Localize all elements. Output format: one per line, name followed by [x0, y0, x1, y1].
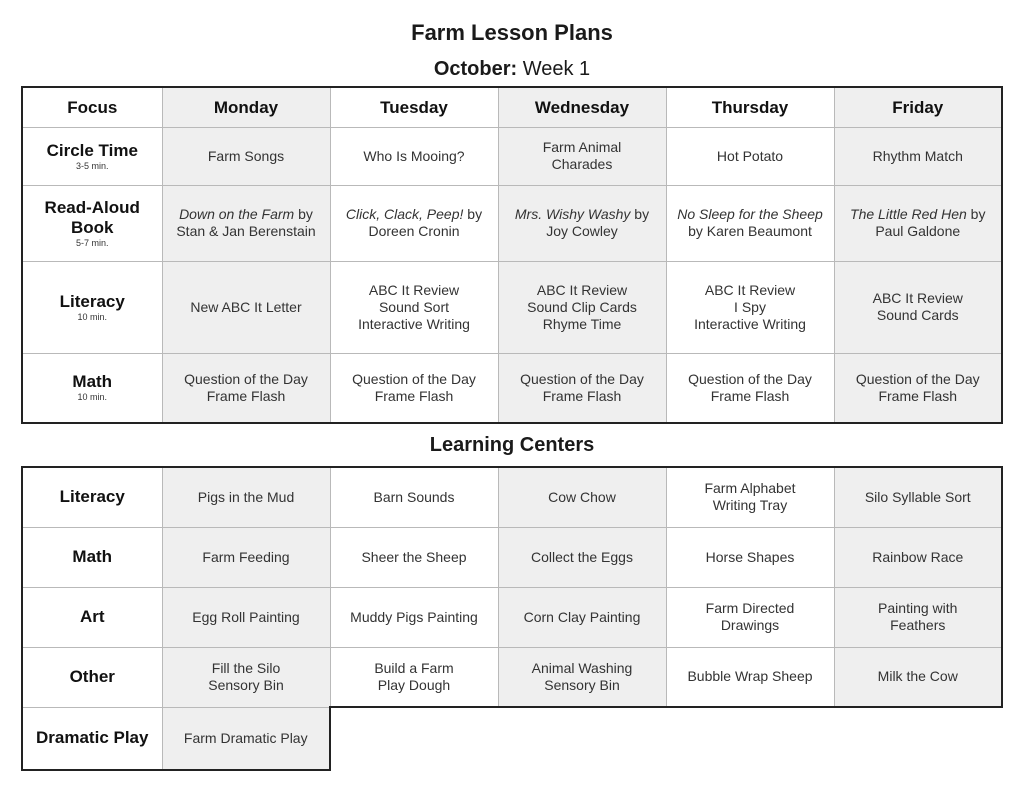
center-cell [162, 587, 330, 647]
center-activity-line: Pigs in the Mud [197, 488, 295, 505]
center-cell [498, 587, 666, 647]
row-label: Literacy 10 min. [22, 261, 162, 353]
activity-cell [330, 261, 498, 353]
center-activity-line: Writing Tray [712, 497, 788, 514]
empty-cell [666, 707, 834, 770]
row-duration: 10 min. [77, 392, 107, 403]
page-title: Farm Lesson Plans [411, 20, 613, 45]
center-activity-line: Cow Chow [548, 488, 616, 505]
activity-cell [162, 261, 330, 353]
center-cell [498, 647, 666, 707]
center-cell [330, 647, 498, 707]
activity-line: ABC It Review [872, 290, 963, 306]
center-cell [666, 647, 834, 707]
activity-line: Interactive Writing [358, 315, 470, 332]
row-label: Math 10 min. [22, 353, 162, 423]
book-author: by Paul Galdone [875, 206, 986, 239]
center-activity-line: Egg Roll Painting [192, 608, 300, 625]
activity-line: I Spy [734, 298, 766, 315]
activity-cell [162, 353, 330, 423]
activity-line: Question of the Day [184, 370, 308, 387]
subtitle-month: October: [433, 58, 518, 80]
book-title: Down on the Farm [179, 206, 295, 222]
learning-centers-table [21, 466, 1003, 771]
center-cell [498, 527, 666, 587]
row-label: Circle Time 3-5 min. [22, 127, 162, 185]
center-cell [666, 527, 834, 587]
header-focus: Focus [22, 87, 162, 127]
activity-cell [498, 127, 666, 185]
center-activity-line: Barn Sounds [373, 488, 455, 505]
activity-cell [834, 353, 1002, 423]
activity-line: Sound Cards [876, 307, 959, 323]
page-subtitle [0, 55, 1024, 83]
center-activity-line: Feathers [890, 617, 946, 633]
subtitle-week: Week 1 [522, 58, 591, 80]
empty-cell [498, 707, 666, 770]
center-cell [162, 527, 330, 587]
row-label: Read-Aloud Book 5-7 min. [22, 185, 162, 261]
activity-cell [330, 353, 498, 423]
center-activity-line: Drawings [720, 617, 780, 633]
center-activity-line: Sensory Bin [544, 676, 620, 693]
center-row-art [22, 587, 1002, 647]
center-cell [162, 707, 330, 770]
center-label: Dramatic Play [22, 707, 162, 770]
activity-line: Frame Flash [542, 387, 622, 404]
center-cell [162, 647, 330, 707]
book-cell [498, 185, 666, 261]
activity-cell [498, 261, 666, 353]
center-cell [330, 467, 498, 527]
center-row-dramatic-play [22, 707, 1002, 770]
book-author: by Joy Cowley [546, 206, 650, 239]
center-activity-line: Farm Directed [705, 600, 795, 616]
plan-row-math [22, 353, 1002, 423]
activity-line: Frame Flash [878, 387, 958, 404]
book-title: Mrs. Wishy Washy [514, 206, 631, 222]
center-activity-line: Fill the Silo [211, 660, 281, 676]
empty-cell [330, 707, 498, 770]
book-cell [330, 185, 498, 261]
activity-line: Question of the Day [855, 370, 980, 387]
center-label: Literacy [22, 467, 162, 527]
header-tuesday: Tuesday [330, 87, 498, 127]
center-activity-line: Horse Shapes [705, 548, 795, 565]
row-duration: 10 min. [77, 311, 107, 322]
center-cell [834, 647, 1002, 707]
center-activity-line: Corn Clay Painting [523, 608, 641, 625]
activity-line: New ABC It Letter [190, 298, 302, 315]
activity-line: Question of the Day [688, 370, 812, 387]
center-cell [330, 587, 498, 647]
center-activity-line: Rainbow Race [872, 548, 964, 565]
center-activity-line: Painting with [878, 600, 958, 616]
center-activity-line: Milk the Cow [877, 668, 958, 685]
book-title: No Sleep for the Sheep [677, 206, 823, 222]
center-row-math [22, 527, 1002, 587]
activity-line: Rhyme Time [542, 315, 622, 332]
center-activity-line: Farm Dramatic Play [183, 729, 308, 746]
plan-row-literacy [22, 261, 1002, 353]
activity-line: Interactive Writing [694, 315, 806, 332]
center-label: Math [22, 527, 162, 587]
center-cell [834, 467, 1002, 527]
center-activity-line: Farm Alphabet [704, 480, 796, 497]
center-row-literacy [22, 467, 1002, 527]
center-cell [834, 527, 1002, 587]
row-duration: 3-5 min. [75, 160, 109, 171]
book-title: The Little Red Hen [850, 206, 967, 222]
center-cell [834, 587, 1002, 647]
activity-line: Rhythm Match [872, 147, 963, 164]
center-activity-line: Sensory Bin [208, 677, 284, 693]
center-activity-line: Build a Farm [374, 659, 454, 676]
activity-line: Hot Potato [716, 147, 784, 164]
center-activity-line: Collect the Eggs [531, 548, 633, 565]
center-activity-line: Farm Feeding [202, 548, 290, 565]
activity-line: Charades [551, 156, 613, 172]
center-activity-line: Sheer the Sheep [361, 548, 467, 565]
header-friday: Friday [834, 87, 1002, 127]
activity-cell [330, 127, 498, 185]
activity-line: Question of the Day [352, 370, 476, 387]
center-cell [666, 587, 834, 647]
center-activity-line: Silo Syllable Sort [864, 488, 971, 505]
book-author: by Doreen Cronin [368, 206, 483, 239]
activity-line: ABC It Review [536, 281, 628, 298]
center-row-other [22, 647, 1002, 707]
lesson-plan-table [21, 86, 1003, 424]
center-activity-line: Play Dough [377, 676, 451, 693]
activity-line: Farm Songs [207, 147, 285, 164]
learning-centers-title: Learning Centers [429, 434, 595, 456]
header-wednesday: Wednesday [498, 87, 666, 127]
activity-cell [834, 261, 1002, 353]
activity-line: Who Is Mooing? [363, 147, 465, 164]
center-cell [330, 527, 498, 587]
center-label: Art [22, 587, 162, 647]
activity-line: ABC It Review [704, 281, 796, 298]
activity-cell [666, 127, 834, 185]
header-monday: Monday [162, 87, 330, 127]
activity-cell [498, 353, 666, 423]
plan-row-read-aloud-book [22, 185, 1002, 261]
plan-row-circle-time [22, 127, 1002, 185]
center-cell [162, 467, 330, 527]
center-cell [666, 467, 834, 527]
activity-line: Farm Animal [542, 139, 622, 155]
activity-line: Sound Sort [378, 298, 450, 315]
activity-cell [162, 127, 330, 185]
activity-line: Sound Clip Cards [527, 298, 637, 315]
book-author: by Stan & Jan Berenstain [176, 206, 316, 239]
activity-cell [834, 127, 1002, 185]
activity-cell [666, 261, 834, 353]
activity-line: ABC It Review [368, 281, 460, 298]
center-cell [498, 467, 666, 527]
header-thursday: Thursday [666, 87, 834, 127]
activity-line: Question of the Day [520, 370, 644, 387]
center-activity-line: Animal Washing [531, 659, 633, 676]
book-cell [834, 185, 1002, 261]
activity-line: Frame Flash [710, 387, 790, 404]
row-duration: 5-7 min. [75, 237, 109, 248]
activity-line: Frame Flash [374, 387, 454, 404]
book-title: Click, Clack, Peep! [345, 206, 464, 222]
activity-line: Frame Flash [206, 387, 286, 404]
center-label: Other [22, 647, 162, 707]
book-cell [666, 185, 834, 261]
activity-cell [666, 353, 834, 423]
book-cell [162, 185, 330, 261]
center-activity-line: Bubble Wrap Sheep [687, 668, 813, 685]
book-author: by Karen Beaumont [688, 223, 812, 239]
empty-cell [834, 707, 1002, 770]
center-activity-line: Muddy Pigs Painting [350, 608, 478, 625]
